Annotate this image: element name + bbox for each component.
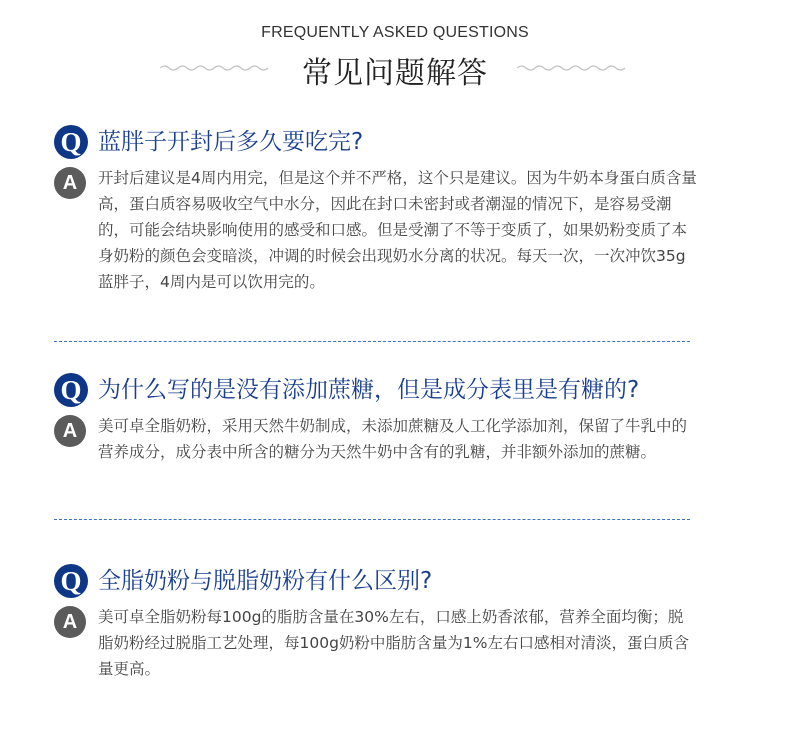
question-row [54,564,704,600]
question-text: 全脂奶粉与脱脂奶粉有什么区别? [98,568,433,594]
a-badge-icon: A [54,415,86,447]
question-text: 为什么写的是没有添加蔗糖，但是成分表里是有糖的? [98,377,640,403]
a-badge-icon: A [54,606,86,638]
faq-english-title: FREQUENTLY ASKED QUESTIONS [261,24,529,41]
q-badge-icon: Q [54,564,88,598]
answer-row [54,604,704,682]
faq-chinese-title: 常见问题解答 [302,56,488,91]
answer-text: 美可卓全脂奶粉每100g的脂肪含量在30%左右，口感上奶香浓郁，营养全面均衡；脱脂奶粉经过脱脂工艺处理，每100g奶粉中脂肪含量为1%左右口感相对清淡，蛋白质含量更高。 [98,608,690,678]
q-badge-icon: Q [54,373,88,407]
question-row [54,125,704,161]
a-badge-icon: A [54,167,86,199]
question-row [54,373,704,409]
answer-text: 开封后建议是4周内用完，但是这个并不严格，这个只是建议。因为牛奶本身蛋白质含量高，蛋白质容易吸收空气中水分，因此在封口未密封或者潮湿的情况下，是容易受潮的，可能会结块影响使用的感受和口感。但是受潮了不等于变质了，如果奶粉变质了本身奶粉的颜色会变暗淡，冲调的时候会出现奶水分离的状况。每天一次，一次冲饮35g蓝胖子，4周内是可以饮用完的。 [98,169,697,291]
answer-row [54,413,704,465]
section-divider [54,519,690,520]
faq-item [54,564,704,682]
answer-text: 美可卓全脂奶粉，采用天然牛奶制成，未添加蔗糖及人工化学添加剂，保留了牛乳中的营养成分，成分表中所含的糖分为天然牛奶中含有的乳糖，并非额外添加的蔗糖。 [98,417,688,461]
question-text: 蓝胖子开封后多久要吃完? [98,129,364,155]
q-badge-icon: Q [54,125,88,159]
wave-decoration-right [517,60,627,74]
section-divider [54,341,690,342]
faq-item [54,125,704,295]
answer-row [54,165,704,295]
faq-item [54,373,704,465]
